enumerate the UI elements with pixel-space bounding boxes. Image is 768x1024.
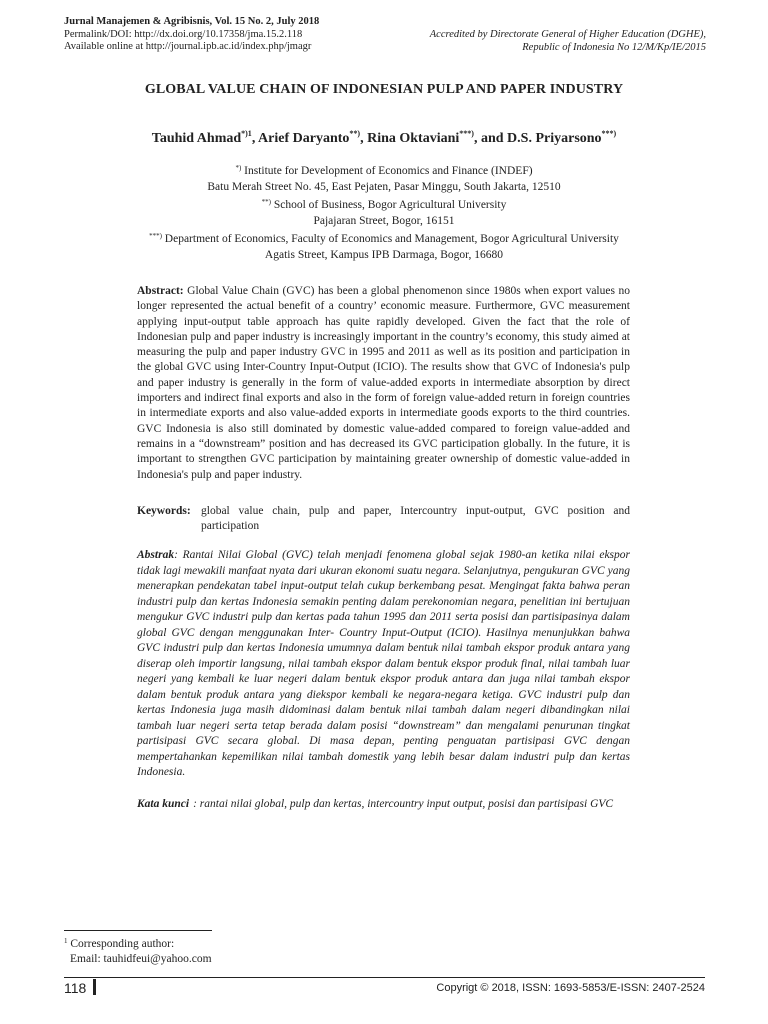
- abstract-indonesian: [137, 548, 630, 781]
- journal-url[interactable]: Available online at http://journal.ipb.ac.id/index.php/jmagr: [64, 41, 312, 52]
- author-separator: ,: [251, 131, 259, 146]
- footer-divider: [64, 977, 705, 978]
- author-name: D.S. Priyarsono: [507, 131, 602, 146]
- kata-kunci-text: : rantai nilai global, pulp dan kertas, intercountry input output, posisi dan partisipasi GVC: [193, 798, 614, 810]
- kata-kunci-section: [137, 797, 630, 812]
- journal-header: [64, 16, 319, 54]
- affiliation-marker: **): [261, 198, 271, 206]
- abstrak-text: : Rantai Nilai Global (GVC) telah menjadi fenomena global sejak 1980-an ketika nilai ekspor tidak lagi mewakili manfaat nyata dari ukuran ekonomi suatu negara. Selanjutnya, pengukuran GVC yang menerapkan pendekatan tabel input-output telah cukup berkembang pesat. Mengingat fakta bahwa peran industri pulp dan kertas Indonesia semakin penting dalam perekonomian negara, penelitian ini bertujuan mengukur GVC industri pulp dan kertas pada tahun 1995 dan 2011 serta posisi dan partisipasinya dalam global GVC dengan menggunakan Inter- Country Input-Output (ICIO). Hasilnya menunjukkan bahwa GVC industri pulp dan kertas Indonesia umumnya dalam bentuk nilai tambah ekspor produk antara yang diserap oleh importir langsung, nilai tambah ekspor dalam bentuk ekspor produk final, nilai tambah luar negeri yang kembali ke luar negeri dalam bentuk ekspor produk antara dan juga nilai tambah ekspor dalam bentuk produk antara yang diekspor kembali ke negara-negara ketiga. GVC industri pulp dan kertas Indonesia juga masih didominasi dalam bentuk nilai tambah dalam negeri dibandingkan nilai tambah luar negeri serta tetap berada dalam posisi “downstream” dan mengalami penurunan tingkat partisipasi GVC secara global. Di masa depan, penting penguatan partisipasi GVC dengan mempertahankan kepemilikan nilai tambah domestik yang lebih besar dalam industri pulp dan kertas Indonesia.: [137, 549, 630, 778]
- keywords-label: Keywords:: [137, 505, 191, 517]
- abstract-english: [137, 284, 630, 483]
- accreditation-note: [430, 29, 706, 54]
- journal-name: Jurnal Manajemen & Agribisnis, Vol. 15 No. 2, July 2018: [64, 16, 320, 27]
- corresponding-author-label: Corresponding author:: [70, 938, 175, 950]
- doi-link[interactable]: Permalink/DOI: http://dx.doi.org/10.17358/jma.15.2.118: [64, 28, 303, 40]
- affiliation-line: [0, 161, 768, 180]
- author-name: Tauhid Ahmad: [151, 131, 242, 146]
- author-marker: *)1: [241, 129, 252, 138]
- affiliations: [0, 161, 768, 263]
- author-list: [0, 129, 768, 147]
- keywords-text: global value chain, pulp and paper, Intercountry input-output, GVC position and participation: [201, 505, 630, 533]
- author-marker: ***): [601, 129, 617, 138]
- author-name: Rina Oktaviani: [367, 131, 460, 146]
- affiliation-text: School of Business, Bogor Agricultural University: [273, 199, 507, 211]
- author-separator: ,: [360, 131, 368, 146]
- page-number: 118: [64, 980, 87, 996]
- abstract-label: Abstract:: [137, 285, 184, 297]
- accreditation-line-2: Republic of Indonesia No 12/M/Kp/IE/2015: [522, 41, 706, 53]
- kata-kunci-label: Kata kunci: [137, 798, 190, 810]
- author-marker: ***): [459, 129, 474, 138]
- affiliation-line: [0, 195, 768, 214]
- author-name: Arief Daryanto: [258, 131, 350, 146]
- footnote-marker: 1: [64, 937, 68, 945]
- affiliation-marker: ***): [149, 232, 162, 240]
- affiliation-text: Institute for Development of Economics and Finance (INDEF): [244, 165, 533, 177]
- copyright-notice: Copyrigt © 2018, ISSN: 1693-5853/E-ISSN: 2407-2524: [436, 982, 705, 994]
- corresponding-email[interactable]: Email: tauhidfeui@yahoo.com: [70, 952, 212, 965]
- abstrak-label: Abstrak: [137, 549, 175, 561]
- affiliation-line: [0, 180, 768, 196]
- footnote-divider: [64, 930, 212, 931]
- footnote: [64, 934, 212, 966]
- affiliation-text: Batu Merah Street No. 45, East Pejaten, Pasar Minggu, South Jakarta, 12510: [207, 180, 561, 193]
- affiliation-marker: *): [235, 164, 242, 172]
- footnote-line-1: [64, 934, 212, 952]
- affiliation-line: [0, 214, 768, 230]
- abstract-text: Global Value Chain (GVC) has been a global phenomenon since 1980s when export values no longer represented the actual benefit of a country’ economic measure. Furthermore, GVC measurement applying input-output table approach has quite rapidly developed. Given the fact that the role of Indonesian pulp and paper industry is increasingly important in the country’s economy, this study aimed at measuring the pulp and paper industry GVC in 1995 and 2011 as well as its position and participation in the global GVC using Inter-Country Input-Output (ICIO). The results show that GVC of Indonesia's pulp and paper industry is generally in the form of value-added exports in intermediate absorption by direct importers and indirect final exports and also in the form of foreign value-added return in foreign countries in intermediate exports and also value-added exports in intermediate goods exports to the third countries. GVC Indonesia is also still dominated by domestic value-added compared to foreign value-added and remains in a “downstream” position and has decreased its GVC participation globally. In the future, it is important to strengthen GVC participation by maintaining greater ownership of domestic value-added in Indonesia's pulp and paper industry.: [137, 285, 631, 481]
- keywords-section: [137, 504, 630, 535]
- affiliation-text: Department of Economics, Faculty of Economics and Management, Bogor Agricultural University: [164, 233, 619, 245]
- affiliation-text: Pajajaran Street, Bogor, 16151: [313, 214, 455, 227]
- affiliation-line: [0, 229, 768, 248]
- author-separator: , and: [473, 131, 508, 146]
- paper-title: GLOBAL VALUE CHAIN OF INDONESIAN PULP AND PAPER INDUSTRY: [144, 82, 624, 97]
- accreditation-line-1: Accredited by Directorate General of Higher Education (DGHE),: [429, 29, 706, 40]
- page-number-bar: [93, 979, 96, 995]
- affiliation-text: Agatis Street, Kampus IPB Darmaga, Bogor, 16680: [264, 248, 504, 261]
- author-marker: **): [349, 129, 361, 138]
- affiliation-line: [0, 248, 768, 264]
